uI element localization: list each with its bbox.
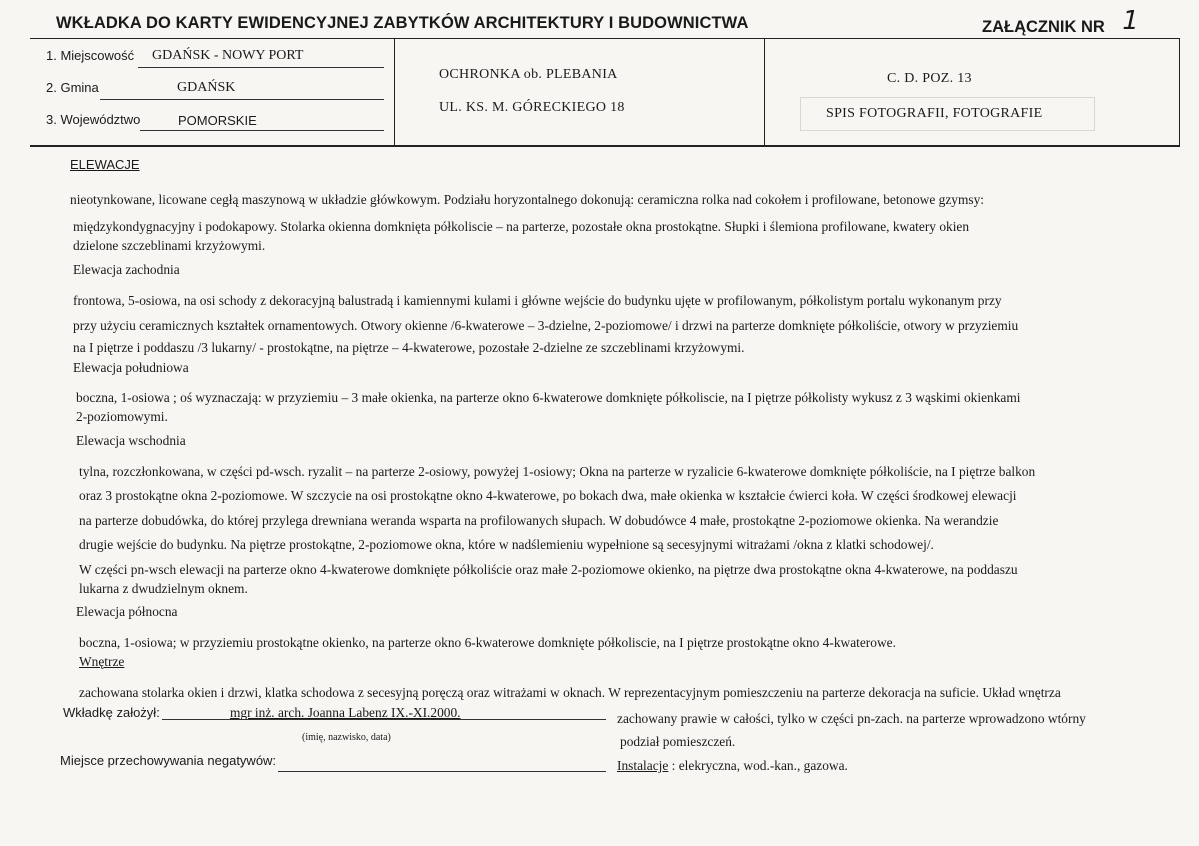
desc-line: zachowana stolarka okien i drzwi, klatka schodowa z secesyjną poręczą oraz witrażami w oknach. W reprezentacyjnym pomieszczeniu na parterze dekoracja na suficie. Układ wnętrza (79, 685, 1061, 700)
desc-line: 2-poziomowymi. (76, 409, 168, 424)
commune-label: 2. Gmina (46, 80, 99, 95)
header-top-rule (30, 38, 1180, 39)
desc-line: na I piętrze i poddaszu /3 lukarny/ - prostokątne, na piętrze – 4-kwaterowe, pozostałe 2-dzielne ze szczeblinami krzyżowymi. (73, 340, 745, 355)
desc-line: boczna, 1-osiowa; w przyziemiu prostokątne okienko, na parterze okno 6-kwaterowe domknięte półkoliscie, na I piętrze prostokątne okno 4-kwaterowe. (79, 635, 896, 650)
header-bottom-rule (30, 145, 1180, 147)
commune-underline (100, 99, 384, 100)
negatives-label: Miejsce przechowywania negatywów: (60, 753, 277, 768)
section-heading-elewacje: ELEWACJE (70, 157, 140, 172)
object-name: OCHRONKA ob. PLEBANIA (439, 67, 618, 82)
installations-label: Instalacje (617, 758, 669, 773)
desc-line: lukarna z dwudzielnym oknem. (79, 581, 248, 596)
subheading-interior: Wnętrze (79, 654, 125, 669)
annex-label: ZAŁĄCZNIK NR (982, 18, 1105, 36)
desc-line: przy użyciu ceramicznych kształtek ornamentowych. Otwory okienne /6-kwaterowe – 3-dzielne, 2-poziomowe/ i drzwi na parterze domknięte półkoliście, otwory w przyziemiu (73, 318, 1019, 333)
author-label: Wkładkę założył: (63, 705, 160, 720)
installations-line (617, 758, 848, 774)
desc-line: tylna, rozczłonkowana, w części pd-wsch. ryzalit – na parterze 2-osiowy, powyżej 1-osiowy; Okna na parterze w ryzalicie 6-kwaterowe domknięte półkoliście, na I piętrze balkon (79, 464, 1036, 479)
form-title: WKŁADKA DO KARTY EWIDENCYJNEJ ZABYTKÓW ARCHITEKTURY I BUDOWNICTWA (56, 14, 749, 32)
author-caption: (imię, nazwisko, data) (302, 732, 391, 743)
desc-line: dzielone szczeblinami krzyżowymi. (73, 238, 266, 253)
subheading-west: Elewacja zachodnia (73, 262, 180, 277)
installations-value: : elekryczna, wod.-kan., gazowa. (668, 758, 848, 773)
locality-value: GDAŃSK - NOWY PORT (152, 48, 304, 63)
desc-line: międzykondygnacyjny i podokapowy. Stolarka okienna domknięta półkoliscie – na parterze, pozostałe okna prostokątne. Słupki i ślemiona profilowane, kwatery okien (73, 219, 970, 234)
desc-line: frontowa, 5-osiowa, na osi schody z dekoracyjną balustradą i kamiennymi kulami i główne wejście do budynku ujęte w profilowanym, półkolistym portalu wykonanym przy (73, 293, 1002, 308)
locality-label: 1. Miejscowość (46, 48, 135, 63)
desc-line: podział pomieszczeń. (620, 734, 736, 749)
header-right-edge (1179, 38, 1180, 146)
header-divider-1 (394, 38, 395, 145)
subheading-north: Elewacja północna (76, 604, 178, 619)
voivodeship-label: 3. Województwo (46, 112, 141, 127)
author-underline (162, 719, 606, 720)
photos-label: SPIS FOTOGRAFII, FOTOGRAFIE (826, 106, 1043, 121)
desc-line: oraz 3 prostokątne okna 2-poziomowe. W szczycie na osi prostokątne okno 4-kwaterowe, po bokach dwa, małe okienka w kształcie ćwierci koła. W części środkowej elewacji (79, 488, 1017, 503)
commune-value: GDAŃSK (177, 80, 236, 95)
desc-line: drugie wejście do budynku. Na piętrze prostokątne, 2-poziomowe okna, które w nadślemieniu wypełnione są secesyjnymi witrażami /okna z klatki schodowej/. (79, 537, 934, 552)
desc-line: nieotynkowane, licowane cegłą maszynową w układzie główkowym. Podziału horyzontalnego dokonują: ceramiczna rolka nad cokołem i profilowane, betonowe gzymsy: (70, 192, 985, 207)
header-divider-2 (764, 38, 765, 145)
object-address: UL. KS. M. GÓRECKIEGO 18 (439, 100, 625, 115)
catalog-position: C. D. POZ. 13 (887, 71, 972, 86)
voivodeship-underline (140, 130, 384, 131)
desc-line: zachowany prawie w całości, tylko w części pn-zach. na parterze wprowadzono wtórny (617, 711, 1086, 726)
desc-line: W części pn-wsch elewacji na parterze okno 4-kwaterowe domknięte półkoliście oraz małe 2-poziomowe okienko, na piętrze dwa prostokątne okna 4-kwaterowe, na poddaszu (79, 562, 1018, 577)
desc-line: boczna, 1-osiowa ; oś wyznaczają: w przyziemiu – 3 małe okienka, na parterze okno 6-kwaterowe domknięte półkoliscie, na I piętrze półkolisty wykusz z 3 wąskimi okienkami (76, 390, 1021, 405)
voivodeship-value: POMORSKIE (178, 113, 257, 128)
negatives-underline (278, 771, 606, 772)
annex-number-handwritten: 1 (1118, 6, 1142, 36)
desc-line: na parterze dobudówka, do której przylega drewniana weranda wsparta na profilowanych słupach. W dobudówce 4 małe, prostokątne 2-poziomowe okienka. Na werandzie (79, 513, 999, 528)
author-value: mgr inż. arch. Joanna Labenz IX.-XI.2000. (230, 705, 461, 720)
subheading-east: Elewacja wschodnia (76, 433, 186, 448)
locality-underline (138, 67, 384, 68)
subheading-south: Elewacja południowa (73, 360, 189, 375)
